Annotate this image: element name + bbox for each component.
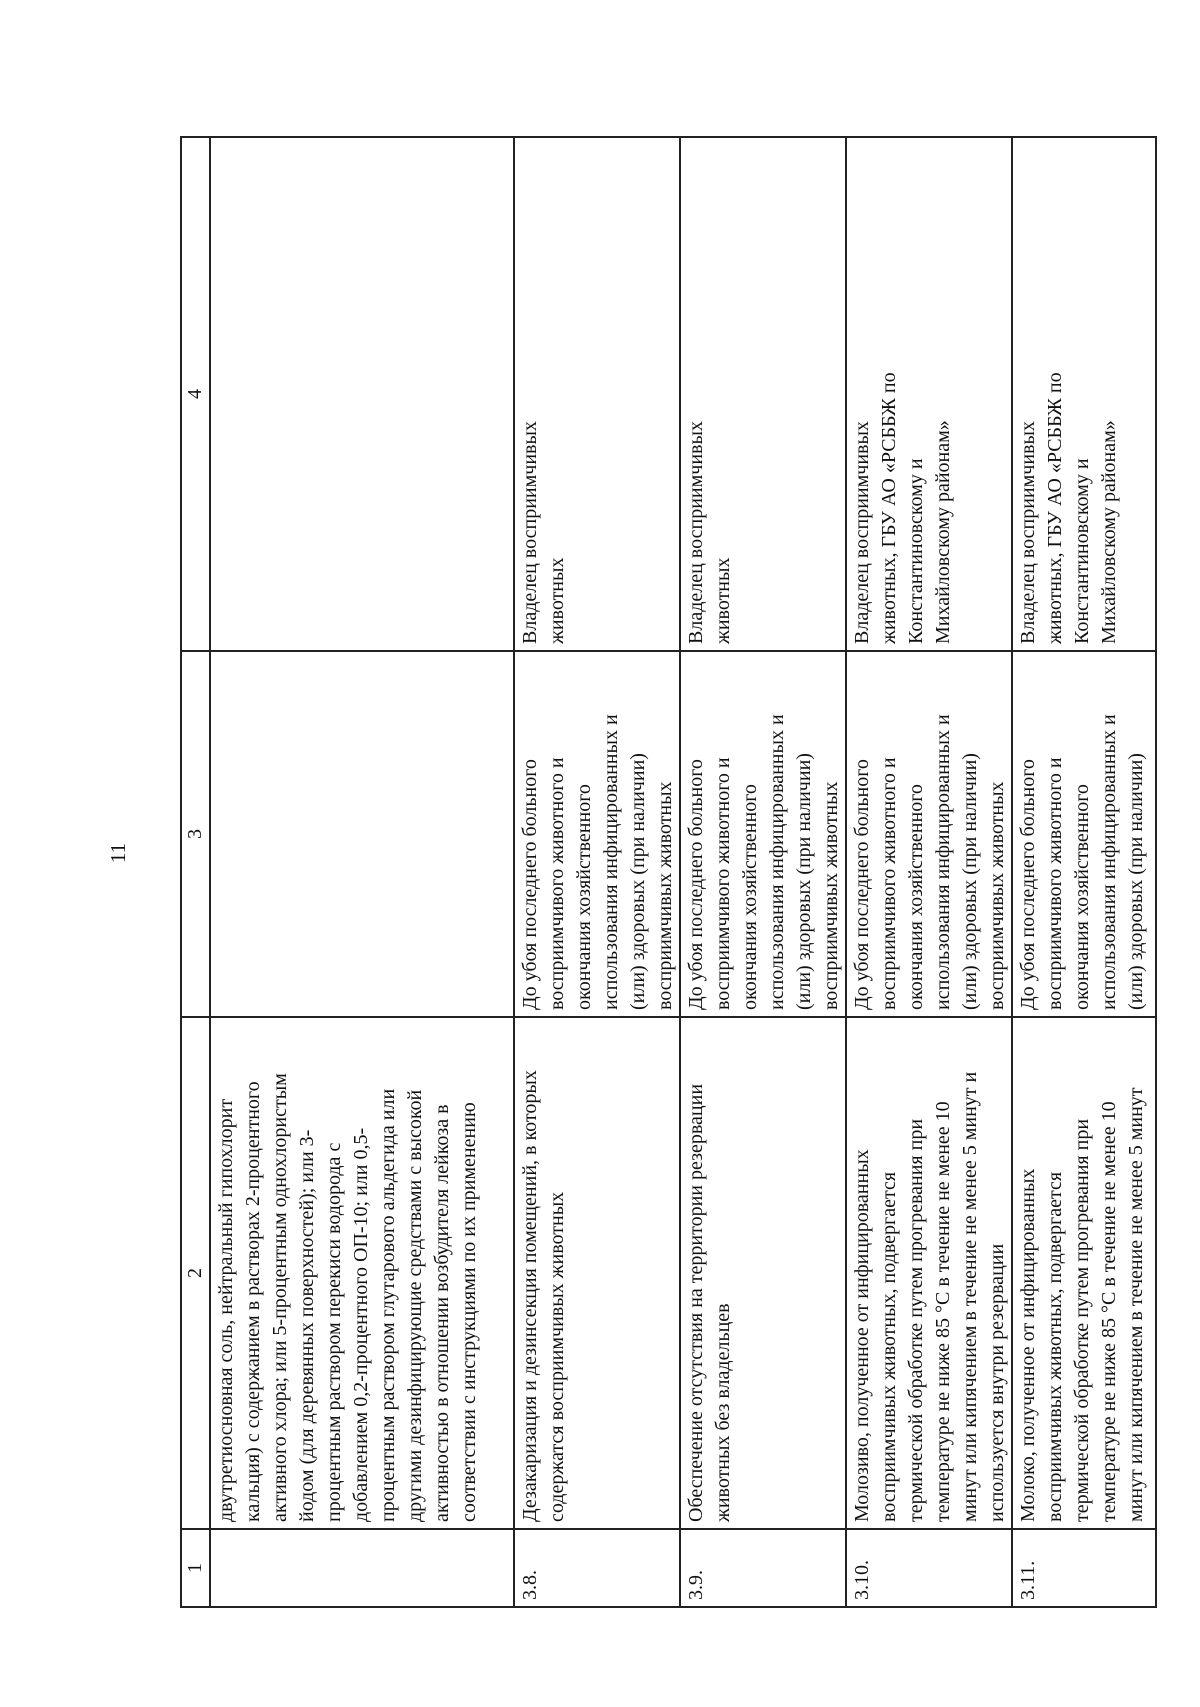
header-col-2: 2 [181,1017,210,1529]
header-col-3: 3 [181,651,210,1017]
row-term: До убоя последнего больного восприимчивого животного и окончания хозяйственного использования инфицированных и (или) здоровых (при наличии) [1012,651,1156,1017]
row-number: 3.10. [846,1529,1012,1607]
table-header-row [181,137,210,1607]
table-row [1012,137,1156,1607]
page-number: 11 [106,842,130,864]
table-row [680,137,846,1607]
row-measure: Молоко, полученное от инфицированных восприимчивых животных, подвергается термической обработке путем прогревания при температуре не ниже 85 °С в течение не менее 10 минут или кипячением в течение не менее 5 минут [1012,1017,1156,1529]
measures-table [180,136,1157,1608]
row-measure: двутретиосновная соль, нейтральный гипохлорит кальция) с содержанием в растворах 2-процентного активного хлора; или 5-процентным однохлористым йодом (для деревянных поверхностей); или 3- процентным раствором перекиси водорода с добавлением 0,2-процентного ОП-10; или 0,5- процентным раствором глутарового альдегида или другими дезинфицирующие средствами с высокой активностью в отношении возбудителя лейкоза в соответствии с инструкциями по их применению [210,1017,514,1529]
table-row [210,137,514,1607]
row-responsible: Владелец восприимчивых животных, ГБУ АО «РСББЖ по Константиновскому и Михайловскому районам» [1012,137,1156,651]
header-col-4: 4 [181,137,210,651]
row-term [210,651,514,1017]
row-measure: Дезакаризация и дезинсекция помещений, в которых содержатся восприимчивых животных [514,1017,680,1529]
row-responsible [210,137,514,651]
header-col-1: 1 [181,1529,210,1607]
table-row [846,137,1012,1607]
row-measure: Обеспечение отсутствия на территории резервации животных без владельцев [680,1017,846,1529]
row-measure: Молозиво, полученное от инфицированных восприимчивых животных, подвергается термической обработке путем прогревания при температуре не ниже 85 °С в течение не менее 10 минут или кипячением в течение не менее 5 минут и используется внутри резервации [846,1017,1012,1529]
row-number: 3.9. [680,1529,846,1607]
row-responsible: Владелец восприимчивых животных, ГБУ АО «РСББЖ по Константиновскому и Михайловскому районам» [846,137,1012,651]
table-rotated-container [180,138,1147,1608]
row-number [210,1529,514,1607]
row-number: 3.11. [1012,1529,1156,1607]
row-responsible: Владелец восприимчивых животных [680,137,846,651]
row-term: До убоя последнего больного восприимчивого животного и окончания хозяйственного использования инфицированных и (или) здоровых (при наличии) восприимчивых животных [680,651,846,1017]
row-responsible: Владелец восприимчивых животных [514,137,680,651]
row-number: 3.8. [514,1529,680,1607]
row-term: До убоя последнего больного восприимчивого животного и окончания хозяйственного использования инфицированных и (или) здоровых (при наличии) восприимчивых животных [514,651,680,1017]
table-row [514,137,680,1607]
row-term: До убоя последнего больного восприимчивого животного и окончания хозяйственного использования инфицированных и (или) здоровых (при наличии) восприимчивых животных [846,651,1012,1017]
